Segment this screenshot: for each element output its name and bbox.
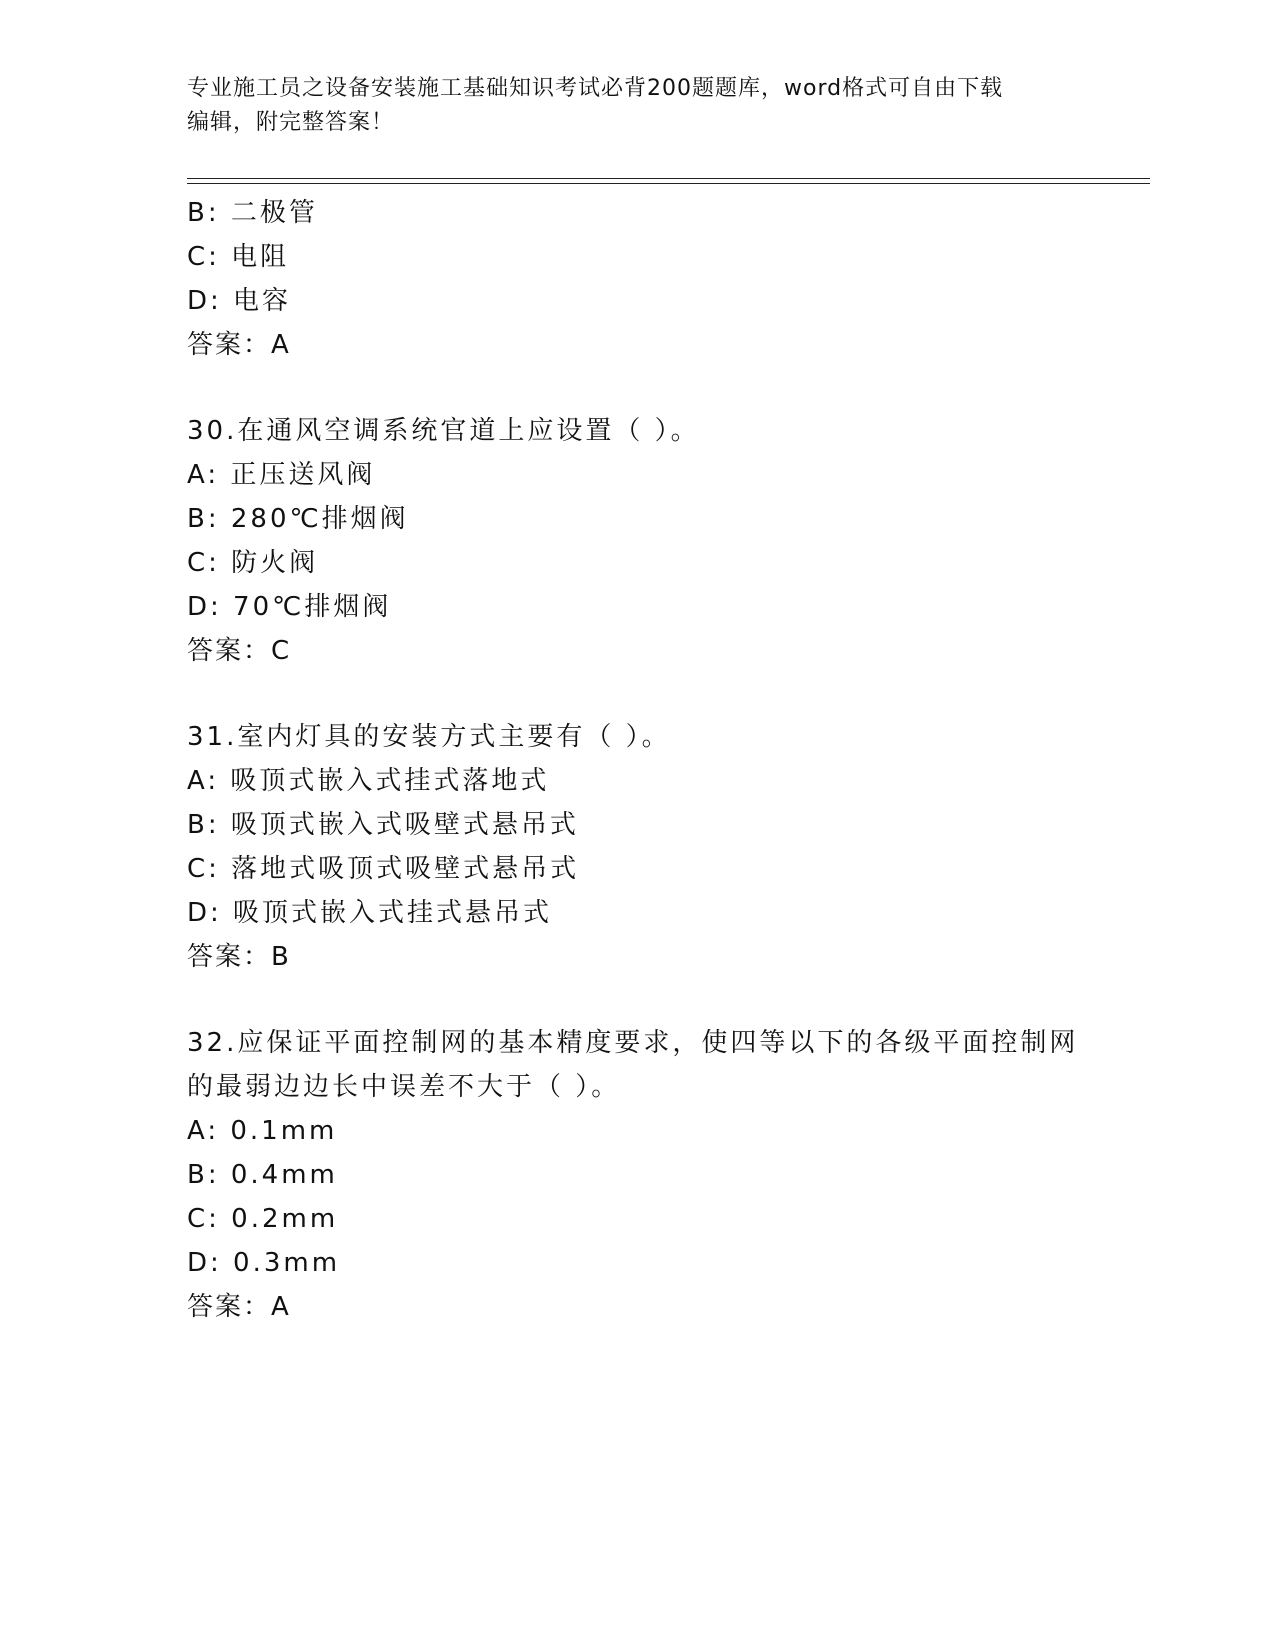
q30-stem: 30.在通风空调系统官道上应设置（ ）。 [187, 416, 700, 446]
q31-stem: 31.室内灯具的安装方式主要有（ ）。 [187, 722, 671, 752]
q30-answer: 答案：C [187, 636, 292, 666]
q29-option-b: B: 二极管 [187, 198, 318, 228]
q31-option-c: C: 落地式吸顶式吸壁式悬吊式 [187, 854, 580, 884]
q29-option-c: C: 电阻 [187, 242, 290, 272]
header-divider-bottom [187, 183, 1150, 184]
q32-answer: 答案：A [187, 1292, 291, 1322]
q32-option-d: D: 0.3mm [187, 1248, 341, 1278]
q31-option-b: B: 吸顶式嵌入式吸壁式悬吊式 [187, 810, 579, 840]
q31-option-d: D: 吸顶式嵌入式挂式悬吊式 [187, 898, 553, 928]
q31-answer: 答案：B [187, 942, 291, 972]
q30-option-a: A: 正压送风阀 [187, 460, 376, 490]
q29-option-d: D: 电容 [187, 286, 292, 316]
q32-stem-line-2: 的最弱边边长中误差不大于（ ）。 [187, 1072, 621, 1102]
q30-option-d: D: 70℃排烟阀 [187, 592, 392, 622]
q32-option-a: A: 0.1mm [187, 1116, 338, 1146]
q30-option-c: C: 防火阀 [187, 548, 319, 578]
q31-option-a: A: 吸顶式嵌入式挂式落地式 [187, 766, 550, 796]
q32-option-b: B: 0.4mm [187, 1160, 338, 1190]
header-divider-top [187, 178, 1150, 179]
q32-stem-line-1: 32.应保证平面控制网的基本精度要求，使四等以下的各级平面控制网 [187, 1028, 1079, 1058]
document-header: 专业施工员之设备安装施工基础知识考试必背200题题库，word格式可自由下载 编辑，附完整答案！ [187, 76, 1004, 135]
q32-option-c: C: 0.2mm [187, 1204, 339, 1234]
q30-option-b: B: 280℃排烟阀 [187, 504, 409, 534]
q29-answer: 答案：A [187, 330, 291, 360]
